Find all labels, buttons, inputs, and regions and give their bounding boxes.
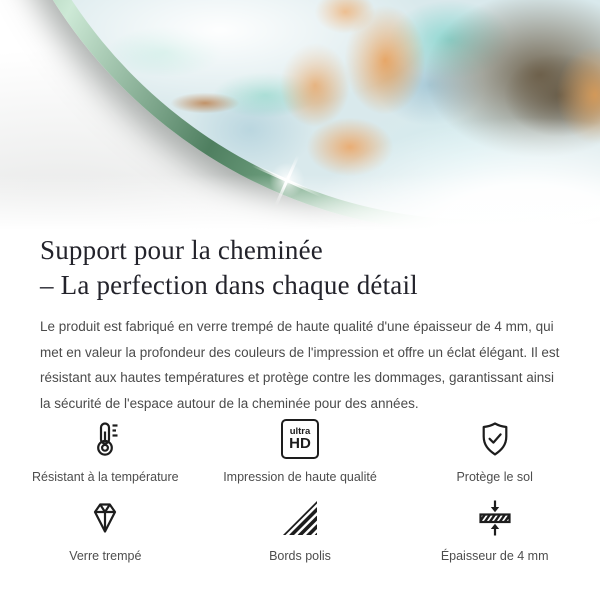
- page-title-line1: Support pour la cheminée: [40, 235, 323, 265]
- feature-temperature-resistant: [8, 418, 203, 485]
- feature-floor-protection: [397, 418, 592, 485]
- feature-tempered-glass: [8, 497, 203, 564]
- sparkle-highlight: [249, 142, 325, 218]
- feature-label: Protège le sol: [456, 470, 533, 484]
- diamond-icon: [85, 497, 125, 539]
- feature-label: Résistant à la température: [32, 470, 179, 484]
- polished-edges-icon: [280, 497, 320, 539]
- page-title: [40, 233, 560, 303]
- page-title-line2: – La perfection dans chaque détail: [40, 270, 418, 300]
- thermometer-icon: [85, 418, 125, 460]
- ultra-hd-icon: [281, 418, 319, 460]
- feature-print-quality: [203, 418, 398, 485]
- feature-label: Verre trempé: [69, 549, 142, 563]
- product-description: Le produit est fabriqué en verre trempé de haute qualité d'une épaisseur de 4 mm, qui met en valeur la profondeur des couleurs de l'impression et offre un éclat élégant. Il est résistant aux hautes températures et protège contre les dommages, garantissant ainsi la sécurité de l'espace autour de la cheminée pour des années.: [40, 319, 560, 411]
- shield-check-icon: [475, 418, 515, 460]
- compressed-thickness-icon: [475, 497, 515, 539]
- product-photo: [0, 0, 600, 230]
- ultra-hd-icon-text-top: ultra: [289, 426, 311, 437]
- feature-label: Bords polis: [269, 549, 331, 563]
- feature-label: Épaisseur de 4 mm: [440, 549, 549, 563]
- ultra-hd-icon-text-bottom: HD: [289, 435, 311, 452]
- feature-thickness: [397, 497, 592, 564]
- feature-label: Impression de haute qualité: [223, 470, 377, 484]
- feature-polished-edges: [203, 497, 398, 564]
- features-grid: [0, 418, 600, 564]
